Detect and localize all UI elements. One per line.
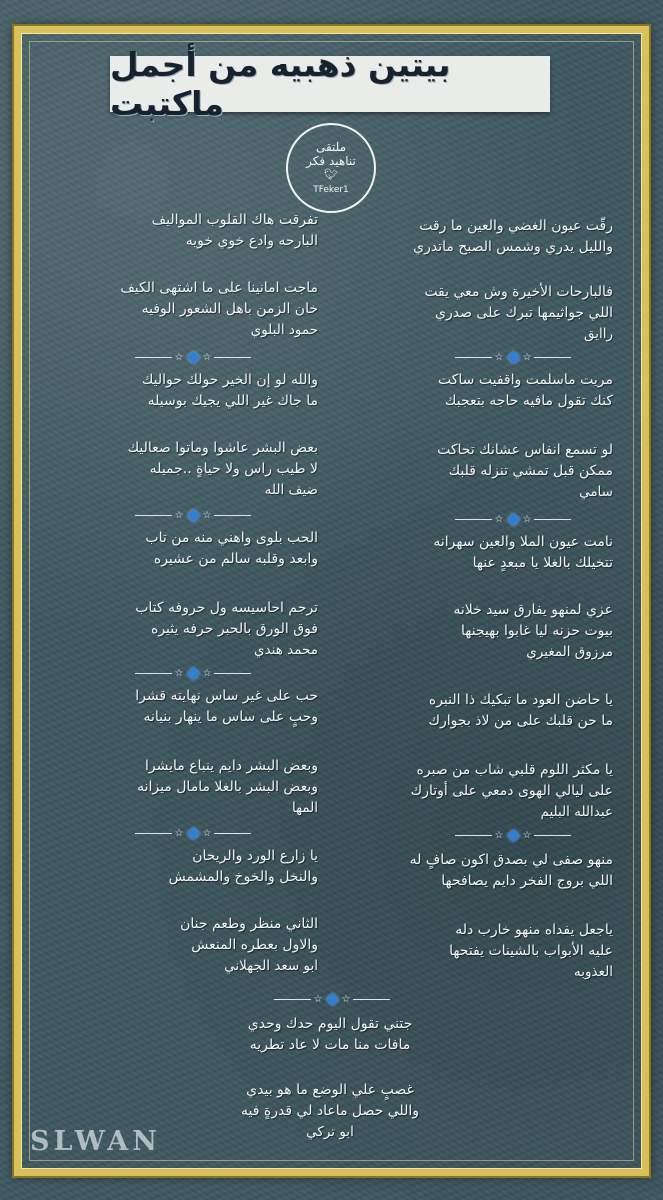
poet-name: محمد هندي: [254, 642, 318, 658]
verse-line: عزي لمنهو يفارق سيد خلانه: [453, 602, 613, 618]
verse-line: وبعض البشر بالغلا مامال ميزانه: [137, 779, 318, 795]
verse-line: تفرقت هاك القلوب المواليف: [151, 212, 318, 228]
star-icon: ☆: [174, 509, 184, 521]
star-icon: ☆: [522, 513, 532, 525]
verse-right-8: [411, 760, 613, 823]
logo-badge: [286, 123, 376, 213]
blue-diamond-icon: [187, 351, 200, 364]
verse-line: ترجم احاسيسه ول حروفه كتاب: [135, 600, 318, 616]
twitter-bird-icon: 🐦︎: [324, 167, 338, 181]
star-icon: ☆: [174, 351, 184, 363]
star-icon: ☆: [202, 667, 212, 679]
poet-name: العذوبه: [574, 964, 613, 980]
verse-left-2: [120, 278, 318, 341]
poet-name: عبدالله البليم: [540, 804, 613, 820]
star-icon: ☆: [494, 351, 504, 363]
logo-line1: ملتقى: [315, 139, 347, 154]
verse-line: غصبٍ علي الوضع ما هو بيدي: [246, 1082, 414, 1098]
verse-left-7: [135, 686, 318, 728]
poet-name: المها: [291, 800, 318, 816]
verse-left-5: [145, 528, 318, 570]
blue-diamond-icon: [507, 829, 520, 842]
verse-line: والنخل والخوخ والمشمش: [168, 869, 318, 885]
poet-name: سامي: [579, 484, 613, 500]
divider: [133, 508, 253, 522]
verse-line: جتني تقول اليوم حدك وحدي: [247, 1016, 413, 1032]
verse-line: ياجعل يفداه منهو خارب دله: [455, 922, 613, 938]
star-icon: ☆: [202, 509, 212, 521]
star-icon: ☆: [174, 827, 184, 839]
verse-line: وبعض البشر دايم ينباع مايشرا: [144, 758, 318, 774]
verse-left-6: [135, 598, 318, 661]
blue-diamond-icon: [326, 993, 339, 1006]
verse-line: نامت عيون الملا والعين سهرانه: [433, 534, 613, 550]
divider: [133, 350, 253, 364]
verse-center-1: [180, 1014, 480, 1056]
verse-line: مريت ماسلمت واقفيت ساكت: [438, 372, 613, 388]
star-icon: ☆: [202, 351, 212, 363]
divider: [453, 350, 573, 364]
verse-line: يا زارع الورد والريحان: [192, 848, 318, 864]
verse-left-4: [128, 438, 318, 501]
verse-right-4: [437, 440, 613, 503]
verse-right-5: [433, 532, 613, 574]
verse-right-3: [438, 370, 613, 412]
poet-name: حمود البلوي: [250, 322, 318, 338]
verse-center-2: [180, 1080, 480, 1143]
verse-line: رقّت عيون الغضي والعين ما رقت: [419, 218, 613, 234]
poet-name: ضيف الله: [264, 482, 318, 498]
verse-line: والله لو إن الخير حولك حواليك: [141, 372, 318, 388]
blue-diamond-icon: [187, 827, 200, 840]
verse-line: البارحه وادع خوي خويه: [185, 233, 318, 249]
verse-line: بيوت حزنه ليا غابوا بهيجنها: [460, 623, 613, 639]
verse-line: مافات منا مات لا عاد تطريه: [249, 1037, 411, 1053]
verse-line: ما جاك غير اللي يجيك بوسيله: [147, 393, 318, 409]
verse-line: اللي بروج الفخر دايم يصافحها: [441, 873, 613, 889]
logo-handle: TFeker1: [313, 184, 349, 195]
verse-line: منهو صفى لي بصدق اكون صافٍ له: [409, 852, 613, 868]
title-banner: [110, 45, 550, 123]
verse-line: على ليالي الهوى دمعي على أوتارك: [410, 783, 613, 799]
poet-name: راايق: [583, 326, 613, 342]
star-icon: ☆: [313, 993, 323, 1005]
blue-diamond-icon: [187, 509, 200, 522]
poet-name: ابو سعد الجهلاني: [224, 958, 318, 974]
verse-left-3: [142, 370, 318, 412]
verse-line: الثاني منظر وطعم جنان: [180, 916, 318, 932]
verse-line: فوق الورق بالحبر حرفه يثيره: [151, 621, 318, 637]
star-icon: ☆: [174, 667, 184, 679]
divider: [272, 992, 392, 1006]
verse-line: تتخيلك بالغلا يا مبعدٍ عنها: [472, 555, 613, 571]
verse-line: الحب بلوى واهني منه من تاب: [145, 530, 318, 546]
verse-line: والليل يدري وشمس الصبح ماتدري: [413, 239, 613, 255]
verse-right-10: [449, 920, 613, 983]
blue-diamond-icon: [507, 513, 520, 526]
verse-line: كنك تقول مافيه حاجه بتعجبك: [444, 393, 613, 409]
signature-watermark: SLWAN: [30, 1126, 161, 1157]
blue-diamond-icon: [507, 351, 520, 364]
verse-line: والاول بعطره المنعش: [191, 937, 318, 953]
verse-right-1: [413, 216, 613, 258]
blue-diamond-icon: [187, 667, 200, 680]
verse-right-7: [428, 690, 613, 732]
divider: [453, 512, 573, 526]
verse-line: اللي جواثيمها تبرك على صدري: [435, 305, 613, 321]
verse-line: خان الزمن باهل الشعور الوفيه: [141, 301, 318, 317]
verse-line: ماجت امانينا على ما اشتهى الكيف: [120, 280, 318, 296]
divider: [133, 666, 253, 680]
verse-right-2: [424, 282, 613, 345]
verse-right-6: [453, 600, 613, 663]
verse-line: لا طيب راس ولا حياةٍ ..جميله: [149, 461, 318, 477]
logo-line2: تناهيد فكر: [306, 153, 356, 168]
star-icon: ☆: [341, 993, 351, 1005]
star-icon: ☆: [494, 829, 504, 841]
verse-line: وحبٍ على ساس ما ينهار بنيانه: [143, 709, 318, 725]
divider: [133, 826, 253, 840]
poet-name: مرزوق المغيري: [526, 644, 613, 660]
verse-line: بعض البشر عاشوا وماتوا صعاليك: [127, 440, 318, 456]
verse-right-9: [410, 850, 613, 892]
verse-left-1: [152, 210, 318, 252]
verse-line: ما حن قلبك على من لاذ بجوارك: [428, 713, 613, 729]
star-icon: ☆: [522, 829, 532, 841]
verse-left-10: [180, 914, 318, 977]
star-icon: ☆: [494, 513, 504, 525]
verse-line: فالبارحات الأخيرة وش معي يقت: [424, 284, 613, 300]
star-icon: ☆: [522, 351, 532, 363]
verse-left-8: [137, 756, 318, 819]
verse-line: ممكن قبل تمشي تنزله قلبك: [448, 463, 613, 479]
verse-line: واللي حصل ماعاد لي قدرةٍ فيه: [241, 1103, 419, 1119]
verse-left-9: [169, 846, 318, 888]
poet-name: ابو تركي: [306, 1124, 354, 1140]
verse-line: يا مكثر اللوم قلبي شاب من صبره: [416, 762, 613, 778]
verse-line: وابعد وقلبه سالم من عشيره: [153, 551, 318, 567]
verse-line: عليه الأبواب بالشينات يفتحها: [449, 943, 613, 959]
verse-line: حب على غير ساس نهايته قشرا: [135, 688, 318, 704]
verse-line: يا حاضن العود ما تبكيك ذا النبره: [428, 692, 613, 708]
page-title: بيتين ذهبيه من أجمل ماكتبت: [110, 45, 451, 123]
star-icon: ☆: [202, 827, 212, 839]
divider: [453, 828, 573, 842]
verse-line: لو تسمع انفاس عشانك تحاكت: [437, 442, 613, 458]
